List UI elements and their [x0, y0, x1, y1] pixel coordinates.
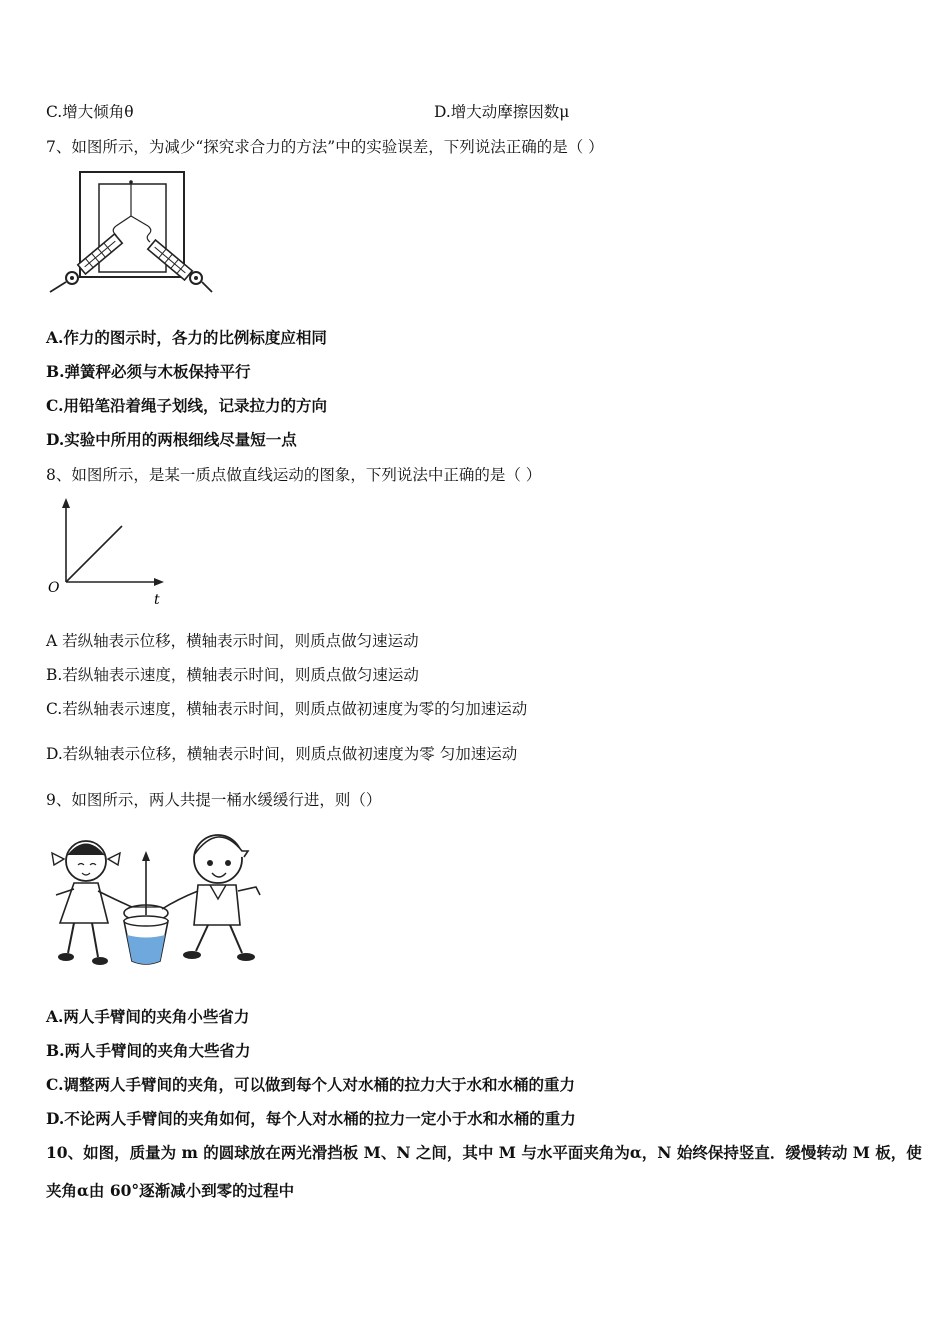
- q7-stem: 7、如图所示，为减少“探究求合力的方法”中的实验误差，下列说法正确的是（ ）: [46, 138, 604, 156]
- q8-origin-label: O: [48, 580, 60, 596]
- q9-option-b: B.两人手臂间的夹角大些省力: [46, 1041, 251, 1060]
- q10-stem-line1: 10、如图，质量为 m 的圆球放在两光滑挡板 M、N 之间，其中 M 与水平面夹角为α，N 始终保持竖直．缓慢转动 M 板，使: [46, 1143, 922, 1162]
- q8-option-d: D.若纵轴表示位移，横轴表示时间，则质点做初速度为零 匀加速运动: [46, 745, 518, 763]
- q7-force-board-figure: [46, 168, 218, 296]
- q6-option-c: C.增大倾角θ: [46, 103, 134, 121]
- q8-stem: 8、如图所示，是某一质点做直线运动的图象，下列说法中正确的是（ ）: [46, 466, 542, 484]
- q10-stem-line2: 夹角α由 60°逐渐减小到零的过程中: [46, 1181, 295, 1200]
- q8-graph-line: [66, 526, 122, 582]
- q7-option-d: D.实验中所用的两根细线尽量短一点: [46, 430, 297, 449]
- q8-option-a: A 若纵轴表示位移，横轴表示时间，则质点做匀速运动: [46, 632, 419, 650]
- q8-motion-graph: [46, 496, 172, 608]
- q8-option-b: B.若纵轴表示速度，横轴表示时间，则质点做匀速运动: [46, 666, 419, 684]
- q9-stem: 9、如图所示，两人共提一桶水缓缓行进，则（）: [46, 791, 382, 809]
- q8-y-axis-arrow: [62, 498, 70, 508]
- q9-option-c: C.调整两人手臂间的夹角，可以做到每个人对水桶的拉力大于水和水桶的重力: [46, 1075, 575, 1094]
- q9-option-d: D.不论两人手臂间的夹角如何，每个人对水桶的拉力一定小于水和水桶的重力: [46, 1109, 576, 1128]
- q7-option-a: A.作力的图示时，各力的比例标度应相同: [46, 328, 327, 347]
- q9-option-a: A.两人手臂间的夹角小些省力: [46, 1007, 250, 1026]
- q9-two-children-bucket-figure: [46, 825, 264, 970]
- q7-option-c: C.用铅笔沿着绳子划线，记录拉力的方向: [46, 396, 327, 415]
- q7-option-b: B.弹簧秤必须与木板保持平行: [46, 362, 251, 381]
- q8-x-axis-label: t: [154, 592, 160, 608]
- q6-option-d: D.增大动摩擦因数μ: [434, 103, 570, 121]
- q8-option-c: C.若纵轴表示速度，横轴表示时间，则质点做初速度为零的匀加速运动: [46, 700, 528, 718]
- q8-x-axis-arrow: [154, 578, 164, 586]
